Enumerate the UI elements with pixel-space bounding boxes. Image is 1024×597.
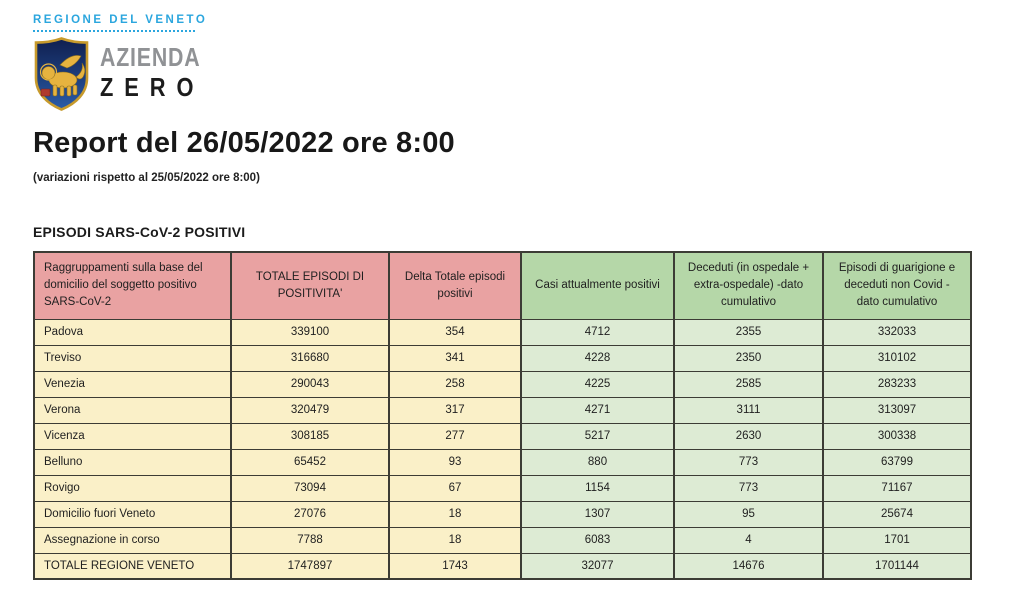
cell-deaths: 3111 (674, 397, 823, 423)
logo-azienda-text: AZIENDA (100, 42, 201, 72)
header-row (34, 252, 971, 319)
cell-recoveries: 1701 (823, 527, 971, 553)
cell-active-cases: 4712 (521, 319, 674, 345)
table-row (34, 527, 971, 553)
report-subtitle: (variazioni rispetto al 25/05/2022 ore 8:00) (33, 172, 260, 184)
cell-active-cases: 4225 (521, 371, 674, 397)
cell-recoveries: 313097 (823, 397, 971, 423)
episodes-table (33, 251, 972, 580)
cell-active-cases: 6083 (521, 527, 674, 553)
cell-total-episodes: 290043 (231, 371, 389, 397)
cell-delta: 277 (389, 423, 521, 449)
table-row (34, 449, 971, 475)
col-header-deaths: Deceduti (in ospedale + extra-ospedale) -dato cumulativo (674, 252, 823, 319)
cell-active-cases: 4271 (521, 397, 674, 423)
row-label: Vicenza (34, 423, 231, 449)
section-title: EPISODI SARS-CoV-2 POSITIVI (33, 224, 246, 240)
region-title: REGIONE DEL VENETO (33, 14, 208, 26)
cell-deaths: 773 (674, 475, 823, 501)
row-label: Domicilio fuori Veneto (34, 501, 231, 527)
cell-total-episodes: 7788 (231, 527, 389, 553)
cell-active-cases: 880 (521, 449, 674, 475)
cell-delta: 317 (389, 397, 521, 423)
cell-total-episodes: 27076 (231, 501, 389, 527)
row-label: Assegnazione in corso (34, 527, 231, 553)
table-row (34, 501, 971, 527)
cell-recoveries: 283233 (823, 371, 971, 397)
cell-deaths: 2355 (674, 319, 823, 345)
cell-active-cases: 4228 (521, 345, 674, 371)
cell-deaths: 2630 (674, 423, 823, 449)
cell-recoveries: 300338 (823, 423, 971, 449)
logo-zero-text: ZERO (100, 72, 205, 102)
cell-delta: 93 (389, 449, 521, 475)
cell-recoveries: 310102 (823, 345, 971, 371)
table-row (34, 319, 971, 345)
col-header-total-episodes: TOTALE EPISODI DI POSITIVITA' (231, 252, 389, 319)
cell-deaths: 4 (674, 527, 823, 553)
cell-deaths: 2350 (674, 345, 823, 371)
cell-total-episodes: 65452 (231, 449, 389, 475)
row-label: Rovigo (34, 475, 231, 501)
row-label: Venezia (34, 371, 231, 397)
cell-active-cases: 32077 (521, 553, 674, 579)
cell-total-episodes: 1747897 (231, 553, 389, 579)
cell-deaths: 2585 (674, 371, 823, 397)
report-title: Report del 26/05/2022 ore 8:00 (33, 127, 455, 159)
cell-delta: 341 (389, 345, 521, 371)
cell-active-cases: 5217 (521, 423, 674, 449)
cell-total-episodes: 73094 (231, 475, 389, 501)
table-row (34, 475, 971, 501)
row-label: Treviso (34, 345, 231, 371)
cell-delta: 354 (389, 319, 521, 345)
col-header-active-cases: Casi attualmente positivi (521, 252, 674, 319)
row-label: Verona (34, 397, 231, 423)
cell-total-episodes: 308185 (231, 423, 389, 449)
cell-deaths: 773 (674, 449, 823, 475)
cell-delta: 18 (389, 501, 521, 527)
dotted-divider (33, 30, 195, 32)
cell-deaths: 95 (674, 501, 823, 527)
cell-recoveries: 332033 (823, 319, 971, 345)
table-row (34, 553, 971, 579)
table-row (34, 423, 971, 449)
cell-recoveries: 71167 (823, 475, 971, 501)
col-header-recoveries: Episodi di guarigione e deceduti non Covid - dato cumulativo (823, 252, 971, 319)
cell-recoveries: 25674 (823, 501, 971, 527)
veneto-coat-of-arms-icon (33, 37, 90, 111)
cell-active-cases: 1154 (521, 475, 674, 501)
row-label: Belluno (34, 449, 231, 475)
cell-total-episodes: 316680 (231, 345, 389, 371)
cell-recoveries: 1701144 (823, 553, 971, 579)
table-row (34, 345, 971, 371)
row-label: TOTALE REGIONE VENETO (34, 553, 231, 579)
cell-total-episodes: 320479 (231, 397, 389, 423)
cell-active-cases: 1307 (521, 501, 674, 527)
row-label: Padova (34, 319, 231, 345)
cell-delta: 67 (389, 475, 521, 501)
logo-block (33, 14, 1024, 111)
table-row (34, 397, 971, 423)
table-body (34, 319, 971, 579)
table-row (34, 371, 971, 397)
col-header-grouping: Raggruppamenti sulla base del domicilio del soggetto positivo SARS-CoV-2 (34, 252, 231, 319)
cell-delta: 258 (389, 371, 521, 397)
cell-deaths: 14676 (674, 553, 823, 579)
cell-total-episodes: 339100 (231, 319, 389, 345)
cell-recoveries: 63799 (823, 449, 971, 475)
cell-delta: 1743 (389, 553, 521, 579)
cell-delta: 18 (389, 527, 521, 553)
col-header-delta: Delta Totale episodi positivi (389, 252, 521, 319)
